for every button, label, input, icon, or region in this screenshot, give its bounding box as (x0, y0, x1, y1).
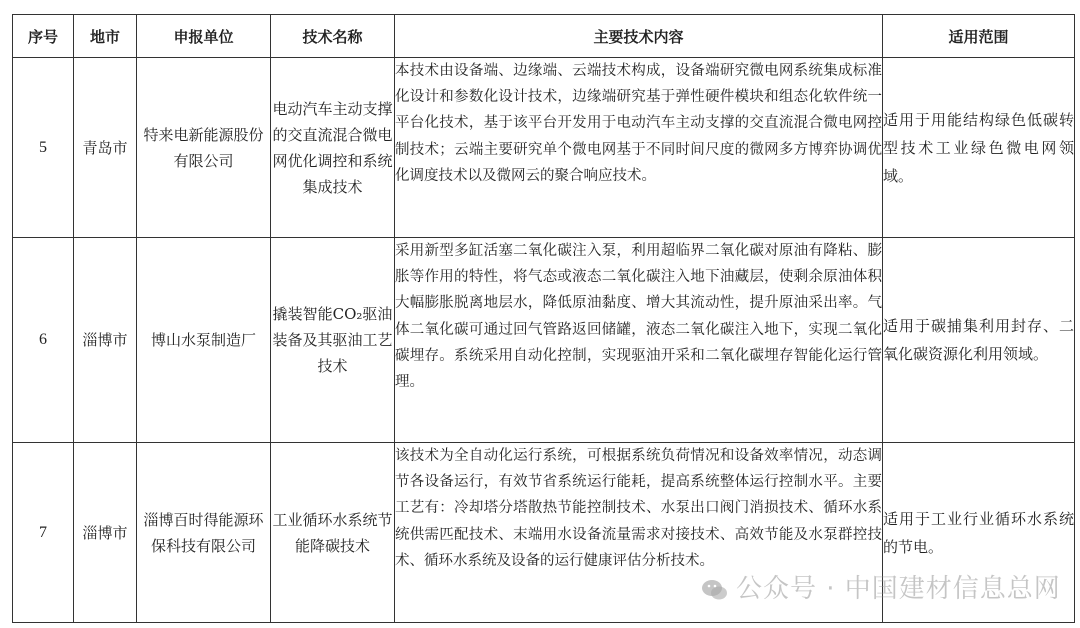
cell-scope: 适用于用能结构绿色低碳转型技术工业绿色微电网领域。 (883, 58, 1075, 238)
technology-table (12, 14, 1075, 623)
cell-tech-name: 电动汽车主动支撑的交直流混合微电网优化调控和系统集成技术 (271, 58, 395, 238)
cell-seq: 7 (13, 443, 74, 623)
cell-content: 本技术由设备端、边缘端、云端技术构成，设备端研究微电网系统集成标准化设计和参数化设计技术，边缘端研究基于弹性硬件模块和组态化软件统一平台化技术，基于该平台开发用于电动汽车主动支撑的交直流混合微电网控制技术；云端主要研究单个微电网基于不同时间尺度的微网多方博弈协调优化调度技术以及微网云的聚合响应技术。 (395, 58, 883, 238)
cell-unit: 博山水泵制造厂 (137, 238, 271, 443)
cell-tech-name: 工业循环水系统节能降碳技术 (271, 443, 395, 623)
watermark-text: 公众号 · 中国建材信息总网 (736, 574, 1061, 604)
header-row (13, 15, 1075, 58)
cell-city: 淄博市 (74, 443, 137, 623)
table-row (13, 58, 1075, 238)
cell-seq: 5 (13, 58, 74, 238)
header-content: 主要技术内容 (395, 15, 883, 58)
cell-unit: 特来电新能源股份有限公司 (137, 58, 271, 238)
cell-content: 该技术为全自动化运行系统，可根据系统负荷情况和设备效率情况，动态调节各设备运行，有效节省系统运行能耗，提高系统整体运行控制水平。主要工艺有：冷却塔分塔散热节能控制技术、水泵出口阀门消损技术、循环水系统供需匹配技术、末端用水设备流量需求对接技术、高效节能及水泵群控技术、循环水系统及设备的运行健康评估分析技术。 (395, 443, 883, 623)
cell-seq: 6 (13, 238, 74, 443)
table-row (13, 238, 1075, 443)
header-unit: 申报单位 (137, 15, 271, 58)
header-scope: 适用范围 (883, 15, 1075, 58)
cell-content: 采用新型多缸活塞二氧化碳注入泵，利用超临界二氧化碳对原油有降粘、膨胀等作用的特性，将气态或液态二氧化碳注入地下油藏层，使剩余原油体积大幅膨胀脱离地层水，降低原油黏度、增大其流动性，提升原油采出率。气体二氧化碳可通过回气管路返回储罐，液态二氧化碳注入地下，实现二氧化碳埋存。系统采用自动化控制，实现驱油开采和二氧化碳埋存智能化运行管理。 (395, 238, 883, 443)
cell-scope: 适用于碳捕集利用封存、二氧化碳资源化利用领域。 (883, 238, 1075, 443)
cell-city: 淄博市 (74, 238, 137, 443)
wechat-icon (700, 575, 730, 605)
header-seq: 序号 (13, 15, 74, 58)
header-tech-name: 技术名称 (271, 15, 395, 58)
cell-tech-name: 撬装智能CO₂驱油装备及其驱油工艺技术 (271, 238, 395, 443)
header-city: 地市 (74, 15, 137, 58)
cell-scope: 适用于工业行业循环水系统的节电。 (883, 443, 1075, 623)
cell-city: 青岛市 (74, 58, 137, 238)
watermark (700, 568, 1061, 605)
cell-unit: 淄博百时得能源环保科技有限公司 (137, 443, 271, 623)
